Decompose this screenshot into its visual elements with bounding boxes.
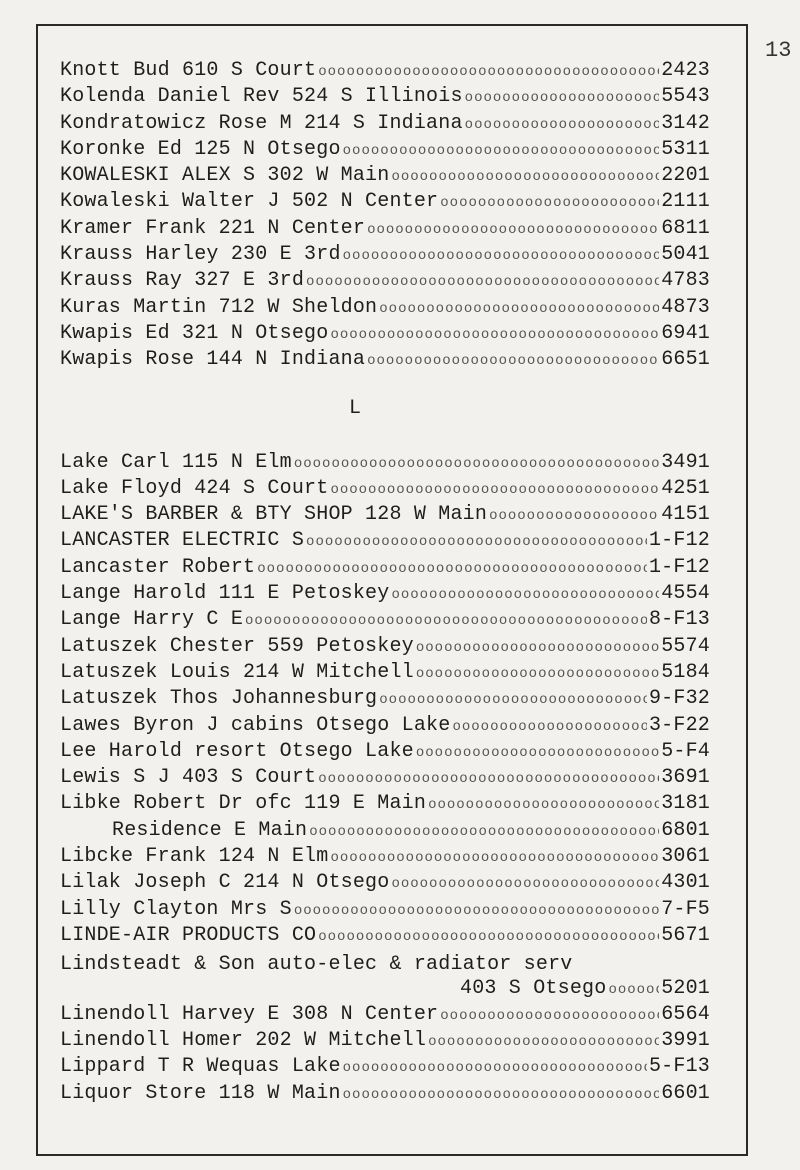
dot-leader (391, 165, 659, 185)
directory-entry (60, 713, 710, 739)
directory-entry (60, 739, 710, 765)
directory-entry (60, 502, 710, 528)
dot-leader (294, 452, 659, 472)
entry-phone: 4301 (661, 871, 710, 895)
entry-phone: 4151 (661, 503, 710, 527)
entry-name: Kowaleski Walter J 502 N Center (60, 190, 439, 214)
section-k-list (60, 58, 710, 374)
entry-name: Kolenda Daniel Rev 524 S Illinois (60, 85, 463, 109)
entry-name: Linendoll Homer 202 W Mitchell (60, 1029, 427, 1053)
entry-phone: 6801 (661, 818, 710, 842)
directory-entry (60, 765, 710, 791)
directory-entry (60, 216, 710, 242)
directory-listing (60, 58, 710, 1107)
entry-name: Krauss Harley 230 E 3rd (60, 243, 341, 267)
dot-leader (608, 978, 659, 998)
entry-phone: 5311 (661, 137, 710, 161)
directory-entry (60, 268, 710, 294)
directory-entry (60, 1081, 710, 1107)
entry-name: Libcke Frank 124 N Elm (60, 845, 329, 869)
dot-leader (440, 191, 659, 211)
entry-phone: 5041 (661, 243, 710, 267)
directory-entry (60, 607, 710, 633)
entry-name: Lake Carl 115 N Elm (60, 450, 292, 474)
entry-name: Lange Harry C E (60, 608, 244, 632)
dot-leader (343, 244, 660, 264)
directory-entry (60, 189, 710, 215)
directory-entry (60, 897, 710, 923)
directory-entry (60, 818, 710, 844)
entry-name: Lee Harold resort Otsego Lake (60, 739, 414, 763)
dot-leader (391, 872, 659, 892)
directory-entry (60, 923, 710, 949)
entry-name: Kwapis Ed 321 N Otsego (60, 321, 329, 345)
directory-entry (60, 555, 710, 581)
page-number: 13 (765, 38, 792, 63)
entry-name: 403 S Otsego (460, 976, 607, 1000)
entry-phone: 3691 (661, 766, 710, 790)
dot-leader (309, 820, 659, 840)
dot-leader (416, 662, 659, 682)
entry-name: Kramer Frank 221 N Center (60, 216, 366, 240)
entry-phone: 9-F32 (648, 687, 710, 711)
entry-phone: 4554 (661, 582, 710, 606)
entry-name: KOWALESKI ALEX S 302 W Main (60, 164, 390, 188)
entry-name: Libke Robert Dr ofc 119 E Main (60, 792, 427, 816)
entry-phone: 7-F5 (661, 897, 710, 921)
dot-leader (367, 218, 659, 238)
section-letter: L (348, 396, 361, 420)
dot-leader (330, 478, 659, 498)
entry-phone: 6941 (661, 321, 710, 345)
entry-phone: 6651 (661, 348, 710, 372)
directory-entry (60, 242, 710, 268)
entry-phone: 2423 (661, 59, 710, 82)
directory-entry (60, 321, 710, 347)
entry-name: Latuszek Louis 214 W Mitchell (60, 660, 414, 684)
entry-phone: 4783 (661, 269, 710, 293)
entry-phone: 5543 (661, 85, 710, 109)
entry-name: Latuszek Thos Johannesburg (60, 687, 378, 711)
entry-name: Lancaster Robert (60, 555, 256, 579)
entry-phone: 4251 (661, 476, 710, 500)
entry-phone: 1-F12 (648, 529, 710, 553)
entry-phone: 5201 (661, 976, 710, 1000)
directory-entry (60, 844, 710, 870)
entry-name: Lawes Byron J cabins Otsego Lake (60, 713, 451, 737)
dot-leader (330, 323, 659, 343)
entry-phone: 2201 (661, 164, 710, 188)
entry-phone: 5671 (661, 923, 710, 947)
entry-phone: 5184 (661, 660, 710, 684)
dot-leader (465, 113, 660, 133)
directory-entry (60, 528, 710, 554)
dot-leader (257, 557, 647, 577)
entry-name: Latuszek Chester 559 Petoskey (60, 634, 414, 658)
dot-leader (318, 767, 659, 787)
dot-leader (306, 270, 659, 290)
section-l-list (60, 450, 710, 1107)
directory-entry (60, 870, 710, 896)
entry-name: Kuras Martin 712 W Sheldon (60, 295, 378, 319)
dot-leader (452, 715, 647, 735)
dot-leader (367, 349, 659, 369)
dot-leader (416, 636, 659, 656)
dot-leader (343, 1056, 647, 1076)
entry-phone: 6811 (661, 216, 710, 240)
entry-name: Koronke Ed 125 N Otsego (60, 137, 341, 161)
entry-phone: 3991 (661, 1029, 710, 1053)
entry-name: Lindsteadt & Son auto-elec & radiator serv (60, 953, 573, 977)
dot-leader (574, 949, 708, 969)
entry-name: LAKE'S BARBER & BTY SHOP 128 W Main (60, 503, 488, 527)
entry-name: Linendoll Harvey E 308 N Center (60, 1002, 439, 1026)
directory-entry (60, 976, 710, 1002)
dot-leader (294, 899, 659, 919)
entry-phone: 3061 (661, 845, 710, 869)
entry-name: Kondratowicz Rose M 214 S Indiana (60, 111, 463, 135)
entry-name: Liquor Store 118 W Main (60, 1081, 341, 1105)
dot-leader (379, 297, 659, 317)
entry-phone: 5-F13 (648, 1055, 710, 1079)
directory-entry (60, 949, 710, 975)
entry-name: Lewis S J 403 S Court (60, 766, 317, 790)
directory-entry (60, 660, 710, 686)
entry-name: Lilak Joseph C 214 N Otsego (60, 871, 390, 895)
directory-entry (60, 111, 710, 137)
entry-phone: 3181 (661, 792, 710, 816)
dot-leader (306, 530, 647, 550)
entry-phone: 3-F22 (648, 713, 710, 737)
dot-leader (318, 60, 659, 80)
directory-entry (60, 58, 710, 84)
entry-name: Lippard T R Wequas Lake (60, 1055, 341, 1079)
entry-phone: 6564 (661, 1002, 710, 1026)
directory-entry (60, 476, 710, 502)
dot-leader (416, 741, 659, 761)
entry-name: Residence E Main (112, 818, 308, 842)
directory-entry (60, 137, 710, 163)
dot-leader (465, 86, 660, 106)
entry-name: Kwapis Rose 144 N Indiana (60, 348, 366, 372)
directory-entry (60, 581, 710, 607)
dot-leader (428, 793, 659, 813)
dot-leader (391, 583, 659, 603)
dot-leader (440, 1004, 659, 1024)
directory-entry (60, 295, 710, 321)
entry-name: Krauss Ray 327 E 3rd (60, 269, 305, 293)
dot-leader (343, 1083, 660, 1103)
dot-leader (428, 1030, 659, 1050)
entry-name: Lilly Clayton Mrs S (60, 897, 292, 921)
dot-leader (318, 925, 659, 945)
entry-name: Lake Floyd 424 S Court (60, 476, 329, 500)
dot-leader (245, 609, 647, 629)
dot-leader (343, 139, 660, 159)
directory-entry (60, 791, 710, 817)
entry-phone: 3142 (661, 111, 710, 135)
entry-phone: 5574 (661, 634, 710, 658)
entry-name: Lange Harold 111 E Petoskey (60, 582, 390, 606)
directory-entry (60, 163, 710, 189)
entry-name: LANCASTER ELECTRIC S (60, 529, 305, 553)
directory-entry (60, 1028, 710, 1054)
entry-name: LINDE-AIR PRODUCTS CO (60, 923, 317, 947)
dot-leader (379, 688, 647, 708)
entry-phone: 1-F12 (648, 555, 710, 579)
entry-name: Knott Bud 610 S Court (60, 59, 317, 82)
directory-entry (60, 686, 710, 712)
dot-leader (489, 504, 659, 524)
entry-phone: 8-F13 (648, 608, 710, 632)
directory-entry (60, 634, 710, 660)
directory-entry (60, 347, 710, 373)
directory-entry (60, 1054, 710, 1080)
directory-entry (60, 84, 710, 110)
entry-phone: 6601 (661, 1081, 710, 1105)
dot-leader (330, 846, 659, 866)
entry-phone: 2111 (661, 190, 710, 214)
directory-entry (60, 1002, 710, 1028)
entry-phone: 5-F4 (661, 739, 710, 763)
directory-entry (60, 450, 710, 476)
entry-phone: 3491 (661, 450, 710, 474)
entry-phone: 4873 (661, 295, 710, 319)
